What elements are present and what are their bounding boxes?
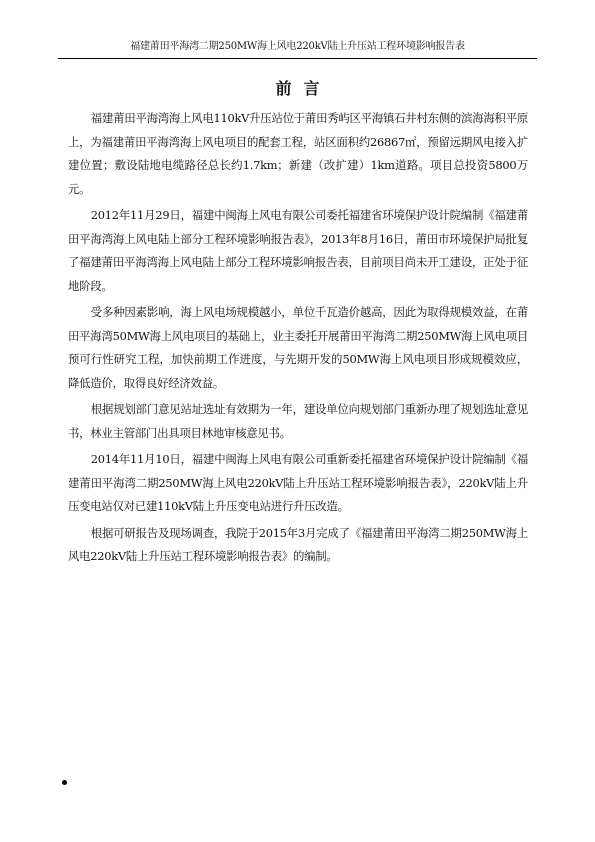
body-text — [68, 107, 528, 572]
paragraph-scale-benefit: 受多种因素影响，海上风电场规模越小，单位千瓦造价越高，因此为取得规模效益，在莆田平海湾50MW海上风电项目的基础上，业主委托开展莆田平海湾二期250MW海上风电项目预可行性研究工程，加快前期工作进度，与先期开发的50MW海上风电项目形成规模效应，降低造价，取得良好经济效益。 — [68, 305, 528, 390]
paragraph-site-selection: 根据规划部门意见站址选址有效期为一年，建设单位向规划部门重新办理了规划选址意见书，林业主管部门出具项目林地审核意见书。 — [68, 402, 528, 440]
header-divider — [58, 58, 537, 59]
paragraph-new-commission: 2014年11月10日，福建中闽海上风电有限公司重新委托福建省环境保护设计院编制《福建莆田平海湾二期250MW海上风电220kV陆上升压站工程环境影响报告表》，220kV陆上升压变电站仅对已建110kV陆上升压变电站进行升压改造。 — [68, 452, 528, 513]
running-header: 福建莆田平海湾二期250MW海上风电220kV陆上升压站工程环境影响报告表 — [130, 41, 465, 52]
bullet-dot-icon — [62, 780, 67, 785]
paragraph-completion: 根据可研报告及现场调查，我院于2015年3月完成了《福建莆田平海湾二期250MW海上风电220kV陆上升压站工程环境影响报告表》的编制。 — [68, 525, 528, 563]
page-title: 前言 — [275, 79, 332, 98]
paragraph-previous-report: 2012年11月29日，福建中闽海上风电有限公司委托福建省环境保护设计院编制《福建莆田平海湾海上风电陆上部分工程环境影响报告表》，2013年8月16日，莆田市环境保护局批复了福建莆田平海湾海上风电陆上部分工程环境影响报告表，目前项目尚未开工建设，正处于征地阶段。 — [68, 208, 528, 293]
paragraph-project-overview: 福建莆田平海湾海上风电110kV升压站位于莆田秀屿区平海镇石井村东侧的滨海海积平原上，为福建莆田平海湾海上风电项目的配套工程，站区面积约26867㎡，预留远期风电接入扩建位置；敷设陆地电缆路径总长约1.7km；新建（改扩建）1km道路。项目总投资5800万元。 — [68, 111, 528, 196]
